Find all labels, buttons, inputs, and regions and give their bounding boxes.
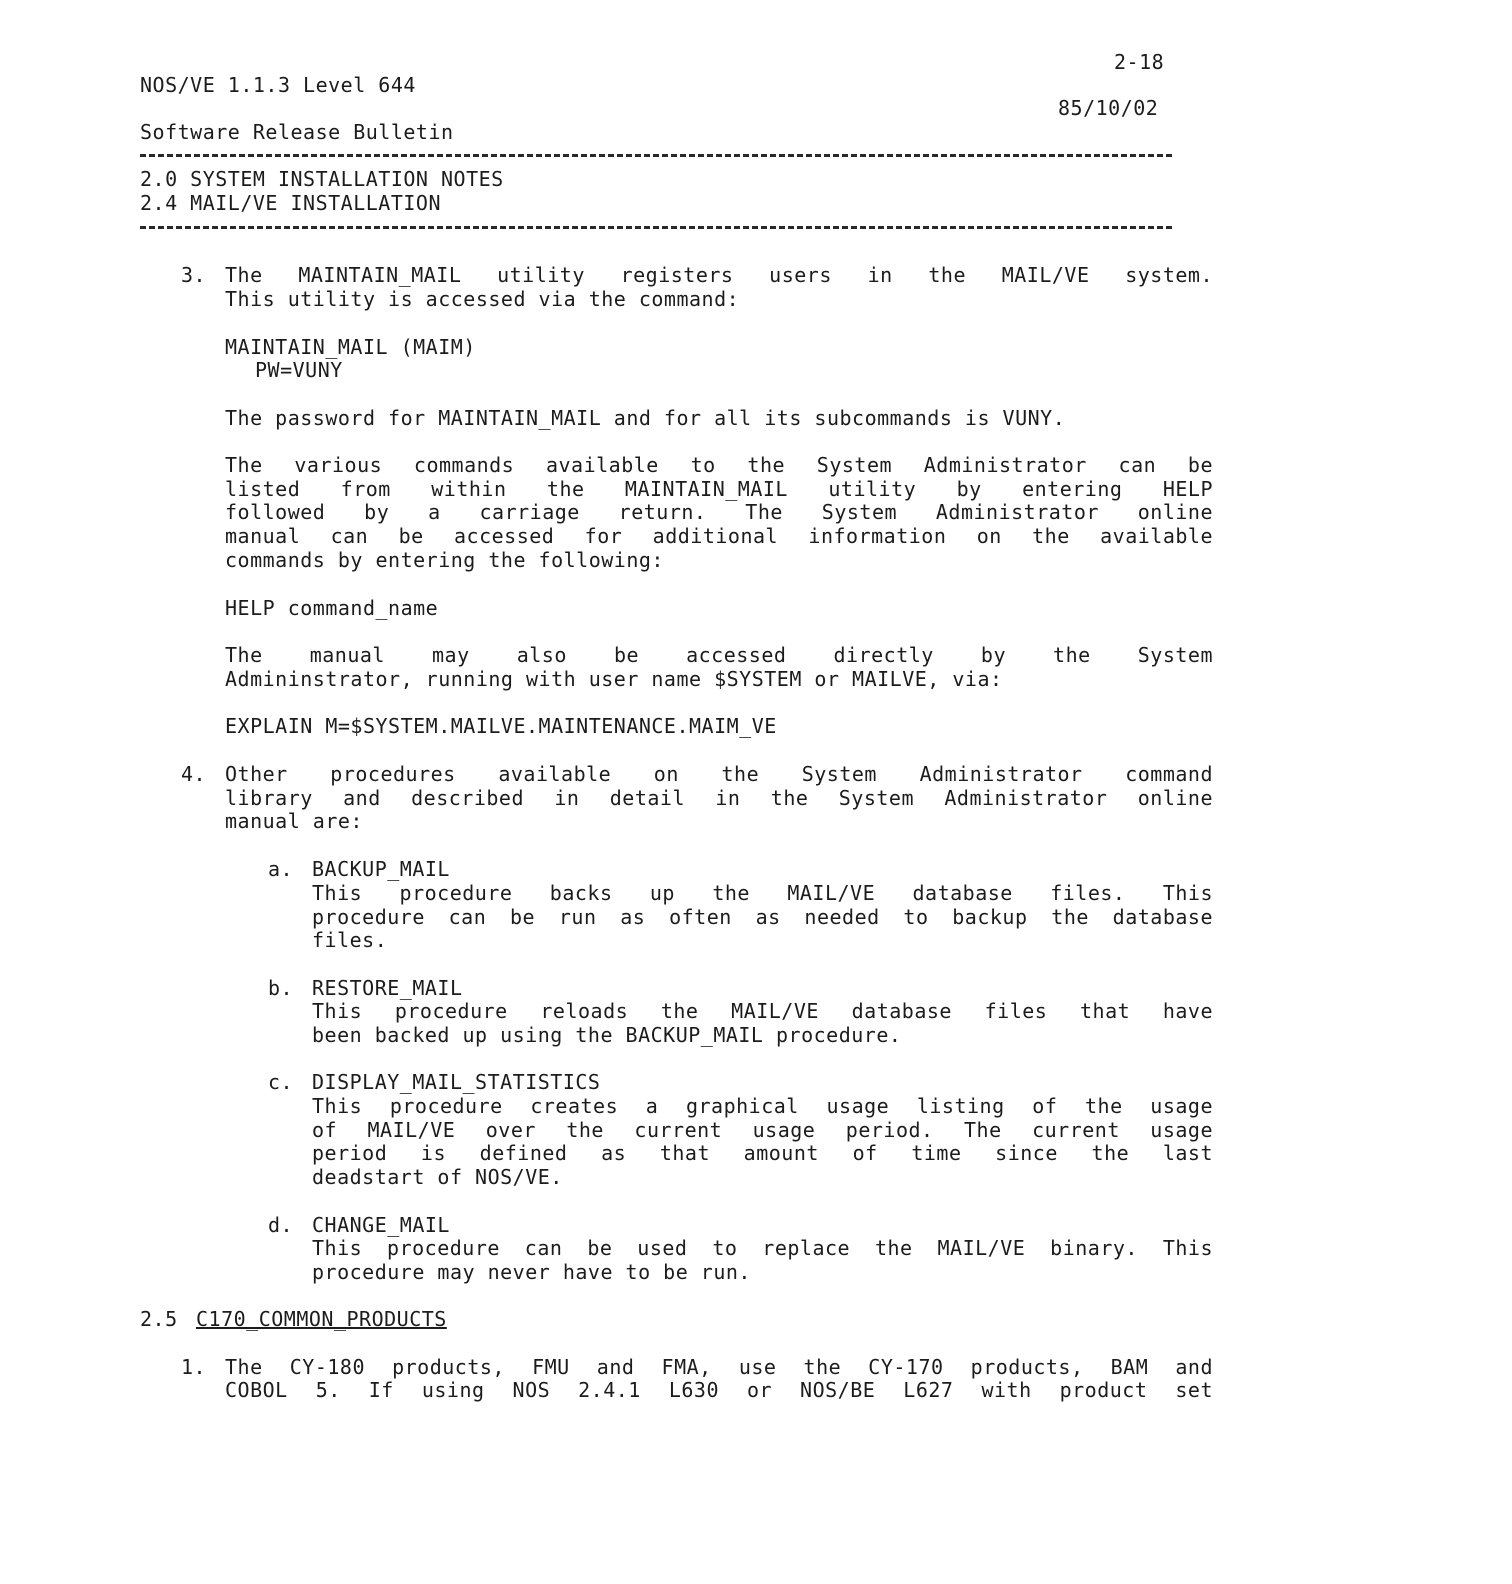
sub-item-d-line-2: procedure may never have to be run. <box>312 1260 751 1284</box>
maintain-mail-password: PW=VUNY <box>255 358 343 382</box>
sub-item-c-line-4: deadstart of NOS/VE. <box>312 1165 563 1189</box>
sub-item-c-line-3: period is defined as that amount of time since the last <box>312 1141 1213 1165</box>
header-rule-top <box>140 154 1172 157</box>
sub-item-a-line-2: procedure can be run as often as needed to backup the database <box>312 905 1213 929</box>
section-heading-2-4: 2.4 MAIL/VE INSTALLATION <box>140 191 441 215</box>
commands-paragraph-line-2: listed from within the MAINTAIN_MAIL utility by entering HELP <box>225 477 1213 501</box>
release-date: 85/10/02 <box>1058 96 1159 120</box>
commands-paragraph-line-1: The various commands available to the System Administrator can be <box>225 453 1213 477</box>
document-title: Software Release Bulletin <box>140 120 454 144</box>
header-rule-bottom <box>140 226 1172 229</box>
sub-item-b-name: RESTORE_MAIL <box>312 976 463 1000</box>
sub-item-c-line-1: This procedure creates a graphical usage listing of the usage <box>312 1094 1213 1118</box>
item-4-line-3: manual are: <box>225 809 363 833</box>
sub-item-d-name: CHANGE_MAIL <box>312 1213 450 1237</box>
item-3-line-2: This utility is accessed via the command: <box>225 287 740 311</box>
sub-item-a-line-3: files. <box>312 928 388 952</box>
section-2-5-item-1-line-1: The CY-180 products, FMU and FMA, use the CY-170 products, BAM and <box>225 1355 1213 1379</box>
sub-item-c-letter: c. <box>268 1070 294 1094</box>
sub-item-b-line-1: This procedure reloads the MAIL/VE database files that have <box>312 999 1213 1023</box>
item-3-number: 3. <box>181 263 207 287</box>
item-4-number: 4. <box>181 762 207 786</box>
commands-paragraph-line-3: followed by a carriage return. The System Administrator online <box>225 500 1213 524</box>
item-3-line-1: The MAINTAIN_MAIL utility registers users in the MAIL/VE system. <box>225 263 1213 287</box>
manual-paragraph-line-1: The manual may also be accessed directly by the System <box>225 643 1213 667</box>
commands-paragraph-line-5: commands by entering the following: <box>225 548 664 572</box>
password-note: The password for MAINTAIN_MAIL and for all its subcommands is VUNY. <box>225 406 1066 430</box>
sub-item-b-line-2: been backed up using the BACKUP_MAIL procedure. <box>312 1023 902 1047</box>
item-4-line-1: Other procedures available on the System Administrator command <box>225 762 1213 786</box>
sub-item-b-letter: b. <box>268 976 294 1000</box>
sub-item-a-name: BACKUP_MAIL <box>312 857 450 881</box>
sub-item-d-letter: d. <box>268 1213 294 1237</box>
product-level: NOS/VE 1.1.3 Level 644 <box>140 73 416 97</box>
explain-command: EXPLAIN M=$SYSTEM.MAILVE.MAINTENANCE.MAIM_VE <box>225 714 777 738</box>
sub-item-d-line-1: This procedure can be used to replace the MAIL/VE binary. This <box>312 1236 1213 1260</box>
section-2-5-item-1-line-2: COBOL 5. If using NOS 2.4.1 L630 or NOS/BE L627 with product set <box>225 1378 1213 1402</box>
page-number: 2-18 <box>1114 50 1165 74</box>
section-2-5-title: C170_COMMON_PRODUCTS <box>196 1307 447 1331</box>
section-heading-2-0: 2.0 SYSTEM INSTALLATION NOTES <box>140 167 504 191</box>
commands-paragraph-line-4: manual can be accessed for additional information on the available <box>225 524 1213 548</box>
sub-item-a-letter: a. <box>268 857 294 881</box>
section-2-5-number: 2.5 <box>140 1307 178 1331</box>
help-command: HELP command_name <box>225 596 439 620</box>
sub-item-a-line-1: This procedure backs up the MAIL/VE database files. This <box>312 881 1213 905</box>
item-4-line-2: library and described in detail in the System Administrator online <box>225 786 1213 810</box>
sub-item-c-name: DISPLAY_MAIL_STATISTICS <box>312 1070 601 1094</box>
sub-item-c-line-2: of MAIL/VE over the current usage period. The current usage <box>312 1118 1213 1142</box>
maintain-mail-command: MAINTAIN_MAIL (MAIM) <box>225 335 476 359</box>
manual-paragraph-line-2: Admininstrator, running with user name $SYSTEM or MAILVE, via: <box>225 667 1003 691</box>
section-2-5-item-1-number: 1. <box>181 1355 207 1379</box>
